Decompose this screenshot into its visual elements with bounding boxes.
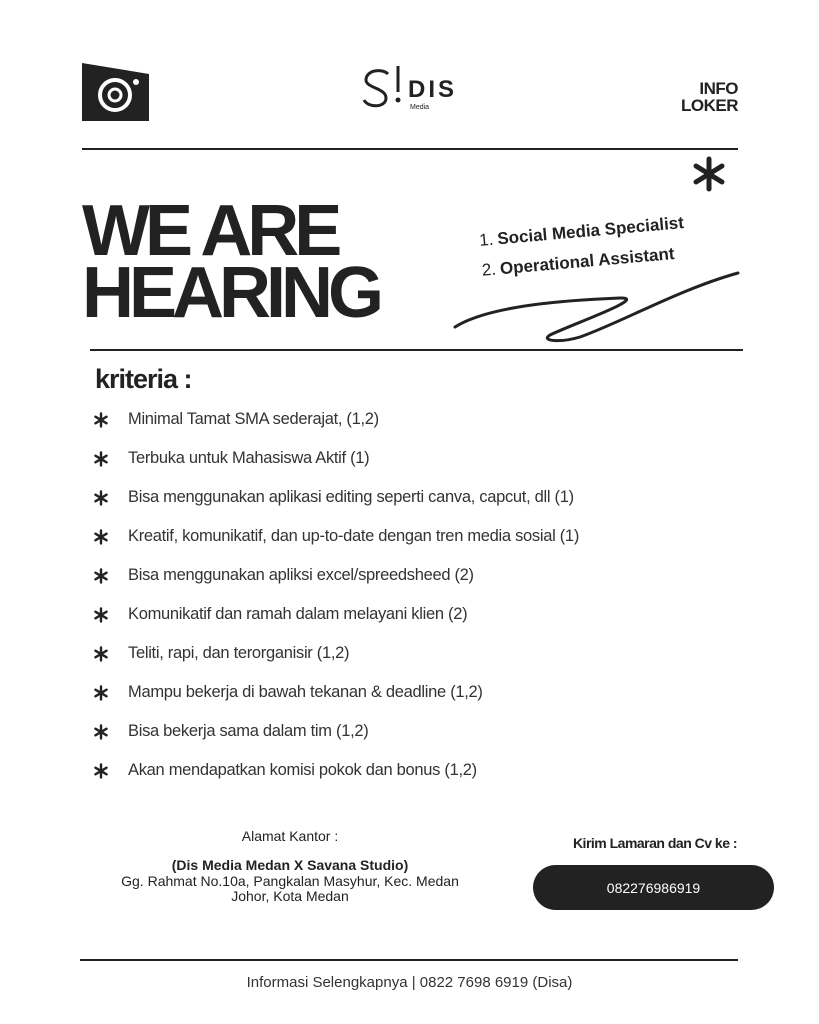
asterisk-bullet-icon bbox=[93, 763, 109, 779]
criteria-text: Minimal Tamat SMA sederajat, (1,2) bbox=[128, 410, 379, 428]
criteria-text: Terbuka untuk Mahasiswa Aktif (1) bbox=[128, 449, 370, 467]
divider-bottom bbox=[80, 959, 738, 961]
criteria-text: Komunikatif dan ramah dalam melayani klien (2) bbox=[128, 605, 468, 623]
asterisk-bullet-icon bbox=[93, 490, 109, 506]
criteria-text: Teliti, rapi, dan terorganisir (1,2) bbox=[128, 644, 350, 662]
criteria-item bbox=[93, 595, 743, 634]
asterisk-bullet-icon bbox=[93, 529, 109, 545]
criteria-item bbox=[93, 634, 743, 673]
criteria-text: Bisa bekerja sama dalam tim (1,2) bbox=[128, 722, 369, 740]
apply-label: Kirim Lamaran dan Cv ke : bbox=[572, 835, 738, 851]
asterisk-bullet-icon bbox=[93, 724, 109, 740]
position-item: 1. Social Media Specialist bbox=[478, 213, 685, 250]
criteria-text: Kreatif, komunikatif, dan up-to-date dengan tren media sosial (1) bbox=[128, 527, 580, 545]
logo-mark-icon bbox=[360, 62, 406, 112]
criteria-text: Mampu bekerja di bawah tekanan & deadline (1,2) bbox=[128, 683, 483, 701]
position-item: 2. Operational Assistant bbox=[481, 244, 676, 280]
asterisk-bullet-icon bbox=[93, 568, 109, 584]
office-label: Alamat Kantor : bbox=[241, 828, 339, 844]
swoosh-decoration bbox=[450, 265, 750, 345]
logo-sub: Media bbox=[410, 104, 430, 111]
criteria-item bbox=[93, 751, 743, 790]
asterisk-icon bbox=[690, 155, 728, 193]
headline bbox=[82, 191, 380, 333]
asterisk-bullet-icon bbox=[93, 412, 109, 428]
criteria-item bbox=[93, 517, 743, 556]
criteria-item bbox=[93, 712, 743, 751]
criteria-item bbox=[93, 439, 743, 478]
divider-middle bbox=[90, 349, 743, 351]
info-line-1: INFO bbox=[699, 79, 738, 98]
criteria-item bbox=[93, 400, 743, 439]
camera-icon bbox=[82, 60, 149, 121]
info-loker-label bbox=[640, 80, 738, 114]
criteria-item bbox=[93, 673, 743, 712]
footer-info: Informasi Selengkapnya | 0822 7698 6919 (Disa) bbox=[246, 974, 573, 991]
divider-top bbox=[82, 148, 738, 150]
criteria-title: kriteria : bbox=[95, 364, 192, 394]
office-name: (Dis Media Medan X Savana Studio) bbox=[171, 857, 409, 873]
criteria-text: Akan mendapatkan komisi pokok dan bonus (1,2) bbox=[128, 761, 477, 779]
asterisk-bullet-icon bbox=[93, 685, 109, 701]
office-address-line-1: Gg. Rahmat No.10a, Pangkalan Masyhur, Kec. Medan bbox=[121, 873, 459, 889]
asterisk-bullet-icon bbox=[93, 607, 109, 623]
asterisk-bullet-icon bbox=[93, 646, 109, 662]
logo-name: DIS bbox=[408, 76, 458, 103]
headline-line-1: WE ARE bbox=[82, 191, 338, 271]
office-address-line-2: Johor, Kota Medan bbox=[231, 888, 349, 904]
criteria-item bbox=[93, 556, 743, 595]
phone-number: 082276986919 bbox=[606, 879, 701, 896]
info-line-2: LOKER bbox=[681, 96, 738, 115]
asterisk-bullet-icon bbox=[93, 451, 109, 467]
brand-logo bbox=[360, 62, 460, 116]
criteria-text: Bisa menggunakan aplikasi editing seperti canva, capcut, dll (1) bbox=[128, 488, 574, 506]
criteria-list bbox=[93, 400, 743, 790]
phone-button[interactable] bbox=[533, 865, 774, 910]
criteria-text: Bisa menggunakan apliksi excel/spreedsheed (2) bbox=[128, 566, 474, 584]
criteria-item bbox=[93, 478, 743, 517]
headline-line-2: HEARING bbox=[82, 253, 380, 333]
